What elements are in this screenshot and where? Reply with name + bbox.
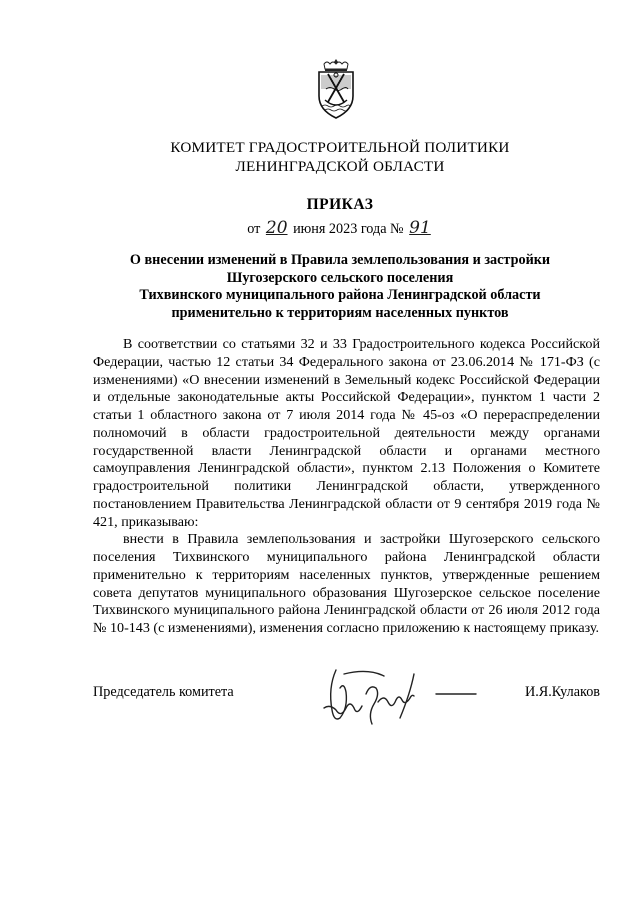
date-day-handwritten: 20 [265,218,288,238]
subject-line: Тихвинского муниципального района Ленинградской области [139,287,541,304]
document-body [93,336,600,638]
signatory-position: Председатель комитета [93,684,234,700]
handwritten-signature [314,664,484,734]
document-date-line [100,218,580,239]
subject-line: Шугозерского сельского поселения [226,269,454,286]
subject-line: О внесении изменений в Правила землепользования и застройки [129,252,551,268]
committee-name-line2: ЛЕНИНГРАДСКОЙ ОБЛАСТИ [235,158,445,175]
signatory-name: И.Я.Кулаков [524,684,600,700]
document-subject [90,252,590,322]
date-prefix: от [247,221,261,237]
document-type: ПРИКАЗ [306,196,374,213]
body-paragraph: В соответствии со статьями 32 и 33 Градостроительного кодекса Российской Федерации, частью 12 статьи 34 Федерального закона от 23.06.2014 № 171-ФЗ (с изменениями) «О внесении изменений в Земельный кодекс Российской Федерации и отдельные законодательные акты Российской Федерации», пунктом 1 части 2 статьи 1 областного закона от 7 июля 2014 года № 45-оз «О перераспределении полномочий в области градостроительной деятельности между органами государственной власти Ленинградской области и органами местного самоуправления Ленинградской области», пунктом 2.13 Положения о Комитете градостроительной политики Ленинградской области, утвержденного постановлением Правительства Ленинградской области от 9 сентября 2019 года № 421, приказываю: [93,336,600,530]
subject-line: применительно к территориям населенных пунктов [171,304,509,321]
document-number-handwritten: 91 [409,218,431,238]
body-paragraph: внести в Правила землепользования и застройки Шугозерского сельского поселения Тихвинского муниципального района Ленинградской области применительно к территориям населенных пунктов, утвержденные решением совета депутатов муниципального образования Шугозерское сельское поселение Тихвинского муниципального района Ленинградской области от 26 июля 2012 года № 10-143 (с изменениями), изменения согласно приложению к настоящему приказу. [93,531,600,636]
committee-name-line1: КОМИТЕТ ГРАДОСТРОИТЕЛЬНОЙ ПОЛИТИКИ [170,139,510,156]
issuing-authority [100,138,580,176]
coat-of-arms-icon [316,58,356,120]
date-month-year: июня 2023 года № [293,221,404,237]
